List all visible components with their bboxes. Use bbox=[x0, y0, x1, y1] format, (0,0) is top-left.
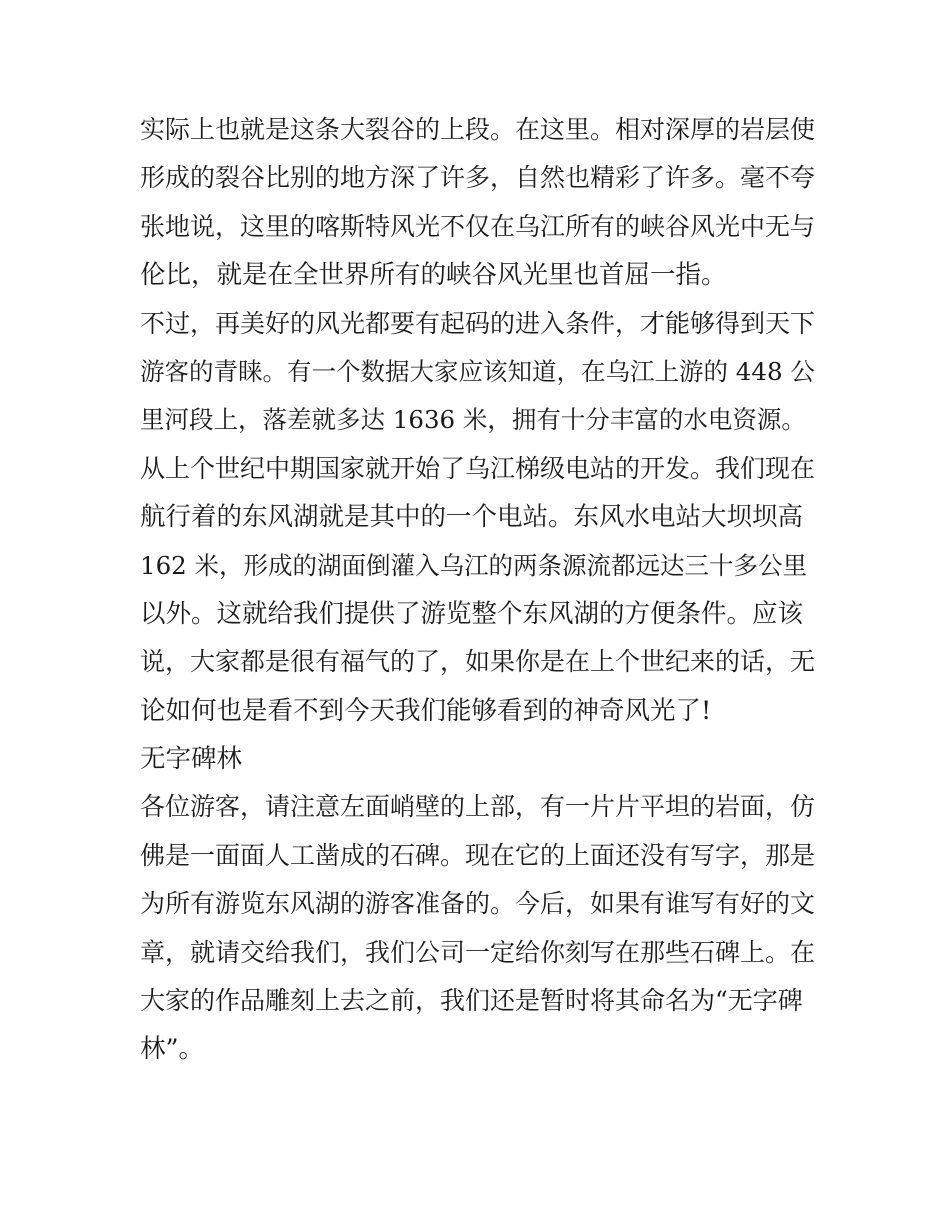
text-line: 张地说，这里的喀斯特风光不仅在乌江所有的峡谷风光中无与 bbox=[140, 211, 816, 241]
text-line: 林”。 bbox=[140, 1034, 205, 1065]
text-line: 佛是一面面人工凿成的石碑。现在它的上面还没有写字，那是 bbox=[140, 840, 816, 870]
document-body bbox=[140, 106, 815, 1074]
text-line: 形成的裂谷比别的地方深了许多，自然也精彩了许多。毫不夸 bbox=[140, 163, 816, 193]
section-heading: 无字碑林 bbox=[140, 744, 243, 775]
text-line: 不过，再美好的风光都要有起码的进入条件，才能够得到天下 bbox=[140, 308, 816, 338]
text-line: 从上个世纪中期国家就开始了乌江梯级电站的开发。我们现在 bbox=[140, 453, 816, 483]
text-line: 里河段上，落差就多达 1636 米，拥有十分丰富的水电资源。 bbox=[140, 405, 806, 435]
text-line: 为所有游览东风湖的游客准备的。今后，如果有谁写有好的文 bbox=[140, 889, 816, 919]
text-line: 章，就请交给我们，我们公司一定给你刻写在那些石碑上。在 bbox=[140, 937, 816, 967]
text-line: 实际上也就是这条大裂谷的上段。在这里。相对深厚的岩层使 bbox=[140, 115, 816, 144]
text-line: 162 米，形成的湖面倒灌入乌江的两条源流都远达三十多公里 bbox=[140, 550, 808, 580]
text-line: 大家的作品雕刻上去之前，我们还是暂时将其命名为“无字碑 bbox=[140, 986, 803, 1016]
text-line: 游客的青睐。有一个数据大家应该知道，在乌江上游的 448 公 bbox=[140, 356, 815, 386]
text-line: 以外。这就给我们提供了游览整个东风湖的方便条件。应该 bbox=[140, 598, 804, 629]
text-line: 各位游客，请注意左面峭壁的上部，有一片片平坦的岩面，仿 bbox=[140, 792, 816, 822]
text-line: 论如何也是看不到今天我们能够看到的神奇风光了! bbox=[140, 695, 712, 726]
text-line: 伦比，就是在全世界所有的峡谷风光里也首屈一指。 bbox=[140, 260, 727, 291]
text-line: 航行着的东风湖就是其中的一个电站。东风水电站大坝坝高 bbox=[140, 502, 804, 533]
text-line: 说，大家都是很有福气的了，如果你是在上个世纪来的话，无 bbox=[140, 647, 816, 677]
